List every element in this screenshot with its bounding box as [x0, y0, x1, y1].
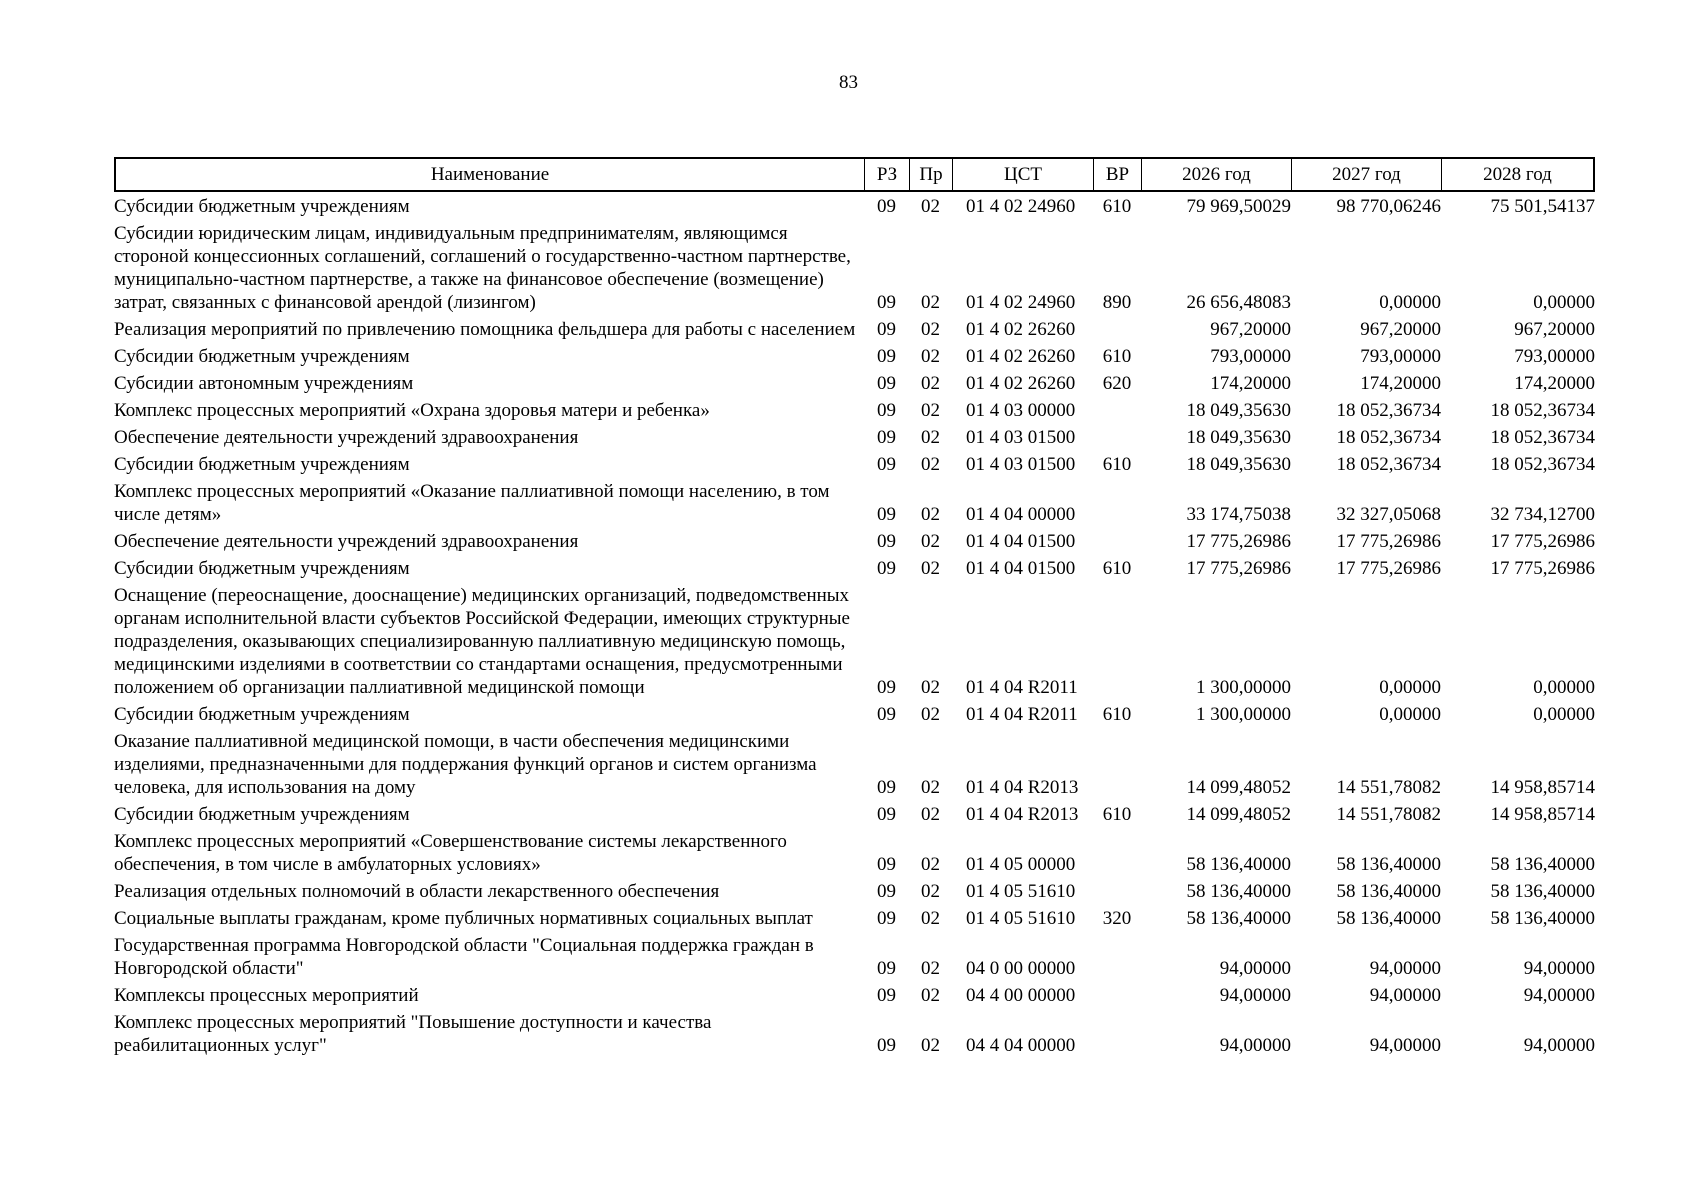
table-body — [114, 192, 1595, 1058]
row-value-2026: 26 656,48083 — [1186, 292, 1291, 313]
table-row — [114, 342, 1595, 369]
table-row — [114, 981, 1595, 1008]
table-row — [114, 931, 1595, 981]
row-cst: 04 4 04 00000 — [966, 1035, 1076, 1056]
row-name: Субсидии бюджетным учреждениям — [114, 454, 410, 475]
row-pr: 02 — [921, 881, 940, 902]
row-value-2028: 94,00000 — [1523, 1035, 1595, 1056]
table-row — [114, 581, 1595, 700]
row-rz: 09 — [877, 400, 896, 421]
row-value-2027: 0,00000 — [1379, 292, 1441, 313]
row-value-2027: 94,00000 — [1369, 1035, 1441, 1056]
row-pr: 02 — [921, 777, 940, 798]
row-vr — [1093, 727, 1141, 800]
row-name: Комплекс процессных мероприятий «Совершенствование системы лекарственного обеспечения, в том числе в амбулаторных условиях» — [114, 831, 787, 875]
row-cst: 01 4 02 26260 — [966, 346, 1076, 367]
row-name: Оснащение (переоснащение, дооснащение) медицинских организаций, подведомственных органам исполнительной власти субъектов Российской Федерации, имеющих структурные подразделения, оказывающих специализированную паллиативную медицинскую помощь, медицинскими изделиями в соответствии со стандартами оснащения, предусмотренными положением об организации паллиативной медицинской помощи — [114, 585, 850, 698]
row-value-2028: 18 052,36734 — [1490, 400, 1595, 421]
row-value-2026: 1 300,00000 — [1196, 704, 1291, 725]
row-value-2026: 94,00000 — [1219, 1035, 1291, 1056]
row-vr — [1093, 827, 1141, 877]
row-pr: 02 — [921, 292, 940, 313]
row-name: Реализация мероприятий по привлечению помощника фельдшера для работы с населением — [114, 319, 856, 340]
row-vr — [1093, 931, 1141, 981]
row-pr: 02 — [921, 704, 940, 725]
row-value-2027: 98 770,06246 — [1336, 196, 1441, 217]
table-row — [114, 450, 1595, 477]
row-cst: 01 4 03 01500 — [966, 454, 1076, 475]
row-rz: 09 — [877, 454, 896, 475]
row-value-2027: 58 136,40000 — [1336, 881, 1441, 902]
row-cst: 01 4 02 26260 — [966, 319, 1076, 340]
row-rz: 09 — [877, 531, 896, 552]
row-value-2026: 793,00000 — [1210, 346, 1291, 367]
row-vr — [1093, 396, 1141, 423]
row-value-2028: 58 136,40000 — [1490, 854, 1595, 875]
table-row — [114, 527, 1595, 554]
table-row — [114, 423, 1595, 450]
budget-table — [114, 157, 1595, 1058]
row-value-2027: 18 052,36734 — [1336, 400, 1441, 421]
row-rz: 09 — [877, 504, 896, 525]
row-value-2028: 94,00000 — [1523, 985, 1595, 1006]
row-rz: 09 — [877, 704, 896, 725]
row-pr: 02 — [921, 427, 940, 448]
row-cst: 04 4 00 00000 — [966, 985, 1076, 1006]
row-vr — [1093, 981, 1141, 1008]
row-value-2026: 94,00000 — [1219, 958, 1291, 979]
table-row — [114, 396, 1595, 423]
row-rz: 09 — [877, 985, 896, 1006]
row-value-2026: 14 099,48052 — [1186, 804, 1291, 825]
row-cst: 01 4 04 01500 — [966, 531, 1076, 552]
row-pr: 02 — [921, 196, 940, 217]
row-value-2027: 58 136,40000 — [1336, 908, 1441, 929]
row-value-2028: 94,00000 — [1523, 958, 1595, 979]
row-rz: 09 — [877, 319, 896, 340]
row-cst: 01 4 04 00000 — [966, 504, 1076, 525]
row-value-2026: 14 099,48052 — [1186, 777, 1291, 798]
row-cst: 01 4 02 26260 — [966, 373, 1076, 394]
row-value-2028: 0,00000 — [1533, 292, 1595, 313]
row-value-2027: 58 136,40000 — [1336, 854, 1441, 875]
header-year-2026: 2026 год — [1141, 157, 1291, 192]
row-value-2026: 967,20000 — [1210, 319, 1291, 340]
row-name: Субсидии юридическим лицам, индивидуальным предпринимателям, являющимся стороной концессионных соглашений, соглашений о государственно-частном партнерстве, муниципально-частном партнерстве, а также на финансовое обеспечение (возмещение) затрат, связанных с финансовой арендой (лизингом) — [114, 223, 851, 313]
row-vr: 610 — [1102, 196, 1132, 217]
row-cst: 01 4 05 51610 — [966, 881, 1076, 902]
row-pr: 02 — [921, 558, 940, 579]
row-rz: 09 — [877, 804, 896, 825]
row-value-2027: 14 551,78082 — [1336, 777, 1441, 798]
row-value-2026: 79 969,50029 — [1186, 196, 1291, 217]
row-value-2026: 174,20000 — [1210, 373, 1291, 394]
row-name: Обеспечение деятельности учреждений здравоохранения — [114, 531, 579, 552]
table-row — [114, 904, 1595, 931]
row-pr: 02 — [921, 531, 940, 552]
row-rz: 09 — [877, 558, 896, 579]
row-value-2026: 94,00000 — [1219, 985, 1291, 1006]
row-rz: 09 — [877, 292, 896, 313]
row-name: Оказание паллиативной медицинской помощи, в части обеспечения медицинскими изделиями, предназначенными для поддержания функций органов и систем организма человека, для использования на дому — [114, 731, 817, 798]
row-value-2026: 33 174,75038 — [1186, 504, 1291, 525]
row-pr: 02 — [921, 854, 940, 875]
row-vr: 610 — [1102, 558, 1132, 579]
row-value-2027: 32 327,05068 — [1336, 504, 1441, 525]
row-value-2027: 0,00000 — [1379, 677, 1441, 698]
row-pr: 02 — [921, 504, 940, 525]
row-value-2028: 18 052,36734 — [1490, 427, 1595, 448]
row-cst: 01 4 04 R2013 — [966, 777, 1079, 798]
row-rz: 09 — [877, 1035, 896, 1056]
row-name: Комплекс процессных мероприятий «Оказание паллиативной помощи населению, в том числе детям» — [114, 481, 830, 525]
row-vr: 610 — [1102, 454, 1132, 475]
row-cst: 01 4 03 00000 — [966, 400, 1076, 421]
header-name: Наименование — [114, 157, 864, 192]
row-name: Социальные выплаты гражданам, кроме публичных нормативных социальных выплат — [114, 908, 813, 929]
row-name: Государственная программа Новгородской области "Социальная поддержка граждан в Новгородской области" — [114, 935, 814, 979]
row-cst: 01 4 03 01500 — [966, 427, 1076, 448]
row-value-2027: 14 551,78082 — [1336, 804, 1441, 825]
row-value-2028: 17 775,26986 — [1490, 558, 1595, 579]
row-value-2026: 58 136,40000 — [1186, 854, 1291, 875]
table-header-row — [114, 157, 1595, 192]
row-value-2027: 793,00000 — [1360, 346, 1441, 367]
row-rz: 09 — [877, 196, 896, 217]
row-value-2026: 18 049,35630 — [1186, 454, 1291, 475]
row-rz: 09 — [877, 854, 896, 875]
row-cst: 01 4 04 R2013 — [966, 804, 1079, 825]
row-value-2026: 18 049,35630 — [1186, 400, 1291, 421]
row-rz: 09 — [877, 958, 896, 979]
row-value-2028: 793,00000 — [1514, 346, 1595, 367]
row-name: Субсидии бюджетным учреждениям — [114, 704, 410, 725]
row-value-2027: 174,20000 — [1360, 373, 1441, 394]
row-value-2026: 17 775,26986 — [1186, 558, 1291, 579]
row-vr — [1093, 877, 1141, 904]
row-value-2027: 94,00000 — [1369, 985, 1441, 1006]
row-value-2027: 0,00000 — [1379, 704, 1441, 725]
header-pr: Пр — [909, 157, 952, 192]
header-vr: ВР — [1093, 157, 1141, 192]
row-name: Субсидии автономным учреждениям — [114, 373, 414, 394]
row-value-2026: 18 049,35630 — [1186, 427, 1291, 448]
row-pr: 02 — [921, 804, 940, 825]
row-vr — [1093, 477, 1141, 527]
row-name: Субсидии бюджетным учреждениям — [114, 804, 410, 825]
row-value-2028: 58 136,40000 — [1490, 881, 1595, 902]
row-pr: 02 — [921, 958, 940, 979]
row-name: Обеспечение деятельности учреждений здравоохранения — [114, 427, 579, 448]
row-pr: 02 — [921, 319, 940, 340]
row-pr: 02 — [921, 908, 940, 929]
row-value-2027: 94,00000 — [1369, 958, 1441, 979]
row-rz: 09 — [877, 908, 896, 929]
table-row — [114, 192, 1595, 219]
row-cst: 01 4 04 01500 — [966, 558, 1076, 579]
row-value-2028: 14 958,85714 — [1490, 804, 1595, 825]
row-name: Комплекс процессных мероприятий "Повышение доступности и качества реабилитационных услуг" — [114, 1012, 712, 1056]
row-rz: 09 — [877, 881, 896, 902]
row-value-2028: 18 052,36734 — [1490, 454, 1595, 475]
row-value-2028: 174,20000 — [1514, 373, 1595, 394]
table-row — [114, 827, 1595, 877]
row-name: Субсидии бюджетным учреждениям — [114, 196, 410, 217]
row-value-2028: 967,20000 — [1514, 319, 1595, 340]
row-value-2028: 0,00000 — [1533, 677, 1595, 698]
row-cst: 01 4 05 00000 — [966, 854, 1076, 875]
row-vr: 620 — [1102, 373, 1132, 394]
row-vr: 610 — [1102, 804, 1132, 825]
table-row — [114, 1008, 1595, 1058]
row-vr — [1093, 581, 1141, 700]
row-pr: 02 — [921, 677, 940, 698]
row-vr: 890 — [1102, 292, 1132, 313]
row-value-2028: 17 775,26986 — [1490, 531, 1595, 552]
row-cst: 01 4 02 24960 — [966, 196, 1076, 217]
row-value-2028: 75 501,54137 — [1490, 196, 1595, 217]
row-vr — [1093, 423, 1141, 450]
table-row — [114, 800, 1595, 827]
row-cst: 01 4 04 R2011 — [966, 704, 1078, 725]
table-row — [114, 700, 1595, 727]
row-value-2028: 14 958,85714 — [1490, 777, 1595, 798]
page-number: 83 — [839, 72, 858, 93]
table-row — [114, 877, 1595, 904]
row-vr: 610 — [1102, 346, 1132, 367]
table-row — [114, 727, 1595, 800]
row-vr — [1093, 527, 1141, 554]
table-row — [114, 554, 1595, 581]
row-name: Комплекс процессных мероприятий «Охрана здоровья матери и ребенка» — [114, 400, 710, 421]
row-name: Субсидии бюджетным учреждениям — [114, 558, 410, 579]
row-vr: 610 — [1102, 704, 1132, 725]
row-rz: 09 — [877, 677, 896, 698]
row-cst: 01 4 02 24960 — [966, 292, 1076, 313]
header-year-2027: 2027 год — [1291, 157, 1441, 192]
row-pr: 02 — [921, 346, 940, 367]
table-row — [114, 315, 1595, 342]
row-cst: 04 0 00 00000 — [966, 958, 1076, 979]
row-rz: 09 — [877, 373, 896, 394]
row-value-2027: 18 052,36734 — [1336, 454, 1441, 475]
row-cst: 01 4 05 51610 — [966, 908, 1076, 929]
row-name: Субсидии бюджетным учреждениям — [114, 346, 410, 367]
row-pr: 02 — [921, 1035, 940, 1056]
row-value-2026: 17 775,26986 — [1186, 531, 1291, 552]
row-name: Реализация отдельных полномочий в области лекарственного обеспечения — [114, 881, 720, 902]
header-cst: ЦСТ — [952, 157, 1093, 192]
row-value-2026: 58 136,40000 — [1186, 881, 1291, 902]
row-cst: 01 4 04 R2011 — [966, 677, 1078, 698]
row-value-2028: 0,00000 — [1533, 704, 1595, 725]
row-pr: 02 — [921, 373, 940, 394]
row-value-2028: 32 734,12700 — [1490, 504, 1595, 525]
row-value-2026: 58 136,40000 — [1186, 908, 1291, 929]
row-value-2027: 17 775,26986 — [1336, 531, 1441, 552]
table-row — [114, 477, 1595, 527]
row-vr — [1093, 315, 1141, 342]
row-vr: 320 — [1102, 908, 1132, 929]
row-rz: 09 — [877, 777, 896, 798]
table-row — [114, 369, 1595, 396]
row-rz: 09 — [877, 346, 896, 367]
row-value-2027: 18 052,36734 — [1336, 427, 1441, 448]
row-value-2028: 58 136,40000 — [1490, 908, 1595, 929]
row-value-2027: 967,20000 — [1360, 319, 1441, 340]
header-year-2028: 2028 год — [1441, 157, 1595, 192]
row-vr — [1093, 1008, 1141, 1058]
row-rz: 09 — [877, 427, 896, 448]
row-pr: 02 — [921, 400, 940, 421]
table-row — [114, 219, 1595, 315]
row-name: Комплексы процессных мероприятий — [114, 985, 419, 1006]
row-value-2026: 1 300,00000 — [1196, 677, 1291, 698]
header-rz: РЗ — [864, 157, 909, 192]
row-pr: 02 — [921, 985, 940, 1006]
row-pr: 02 — [921, 454, 940, 475]
row-value-2027: 17 775,26986 — [1336, 558, 1441, 579]
